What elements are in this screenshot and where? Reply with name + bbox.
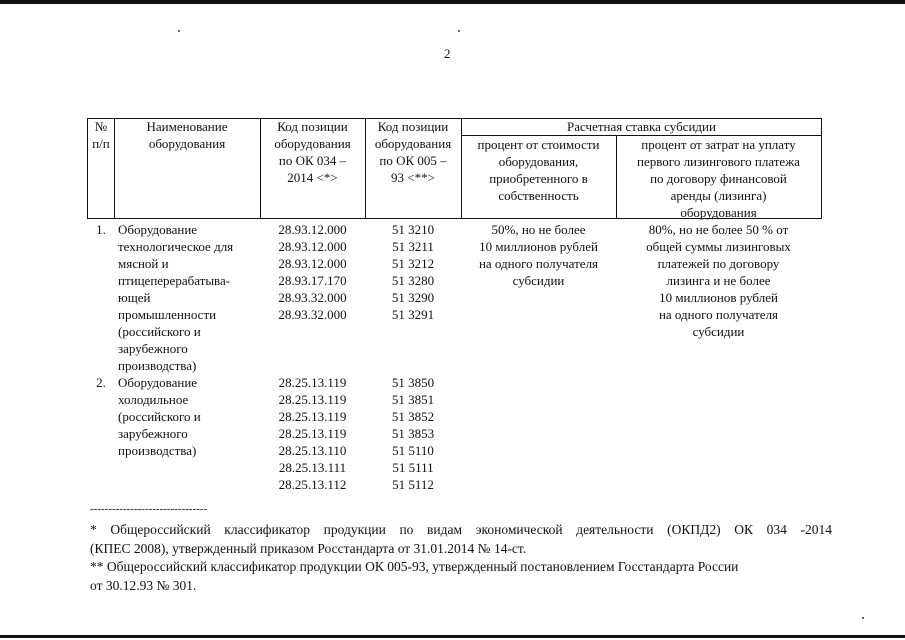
row-number: 1. [96,222,106,237]
codes-ok034: 28.93.12.000 28.93.12.000 28.93.12.000 28.93.17.170 28.93.32.000 28.93.32.000 [278,222,347,322]
footnote-separator: -------------------------------- [90,503,208,515]
footnote-2 [90,557,832,595]
equipment-name: Оборудование технологическое для мясной и птицеперерабатыва- ющей промышленности (российского и зарубежного производства) [118,222,234,373]
codes-ok005: 51 3850 51 3851 51 3852 51 3853 51 5110 51 5111 51 5112 [391,375,435,492]
rate-cost: 50%, но не более 10 миллионов рублей на одного получателя субсидии [478,222,599,288]
equipment-name: Оборудование холодильное (российского и зарубежного производства) [118,375,201,458]
footnote-2-line-1: ** Общероссийский классификатор продукции ОК 005-93, утвержденный постановлением Госстандарта России [90,559,739,574]
header-rate-leasing: процент от затрат на уплату первого лизингового платежа по договору финансовой аренды (лизинга) оборудования [637,137,800,220]
header-num: № п/п [92,119,110,151]
header-code-ok005: Код позиции оборудования по ОК 005 – 93 <**> [374,119,452,185]
footnote-1-line-2: (КПЕС 2008), утвержденный приказом Росстандарта от 31.01.2014 № 14-ст. [90,541,527,556]
page-number: 2 [444,46,451,61]
footnote-2-line-2: от 30.12.93 № 301. [90,578,197,593]
codes-ok034: 28.25.13.119 28.25.13.119 28.25.13.119 28.25.13.119 28.25.13.110 28.25.13.111 28.25.13.112 [278,375,347,492]
header-code-ok034: Код позиции оборудования по ОК 034 – 2014 <*> [274,119,351,185]
codes-ok005: 51 3210 51 3211 51 3212 51 3280 51 3290 51 3291 [391,222,435,322]
scan-speck [178,30,180,32]
footnote-1-line-1: * Общероссийский классификатор продукции по видам экономической деятельности (ОКПД2) ОК 034 -2014 [90,522,832,537]
row-number: 2. [96,375,106,390]
footnote-1 [90,520,832,558]
header-rate-cost: процент от стоимости оборудования, приобретенного в собственность [477,137,600,203]
top-border-bar [0,0,905,4]
header-name: Наименование оборудования [146,119,228,151]
scan-speck [862,617,864,619]
bottom-border-bar [0,635,905,638]
header-rate-group: Расчетная ставка субсидии [567,119,716,134]
scan-speck [458,30,460,32]
rate-leasing: 80%, но не более 50 % от общей суммы лизинговых платежей по договору лизинга и не более 10 миллионов рублей на одного получателя субсидии [646,222,791,339]
